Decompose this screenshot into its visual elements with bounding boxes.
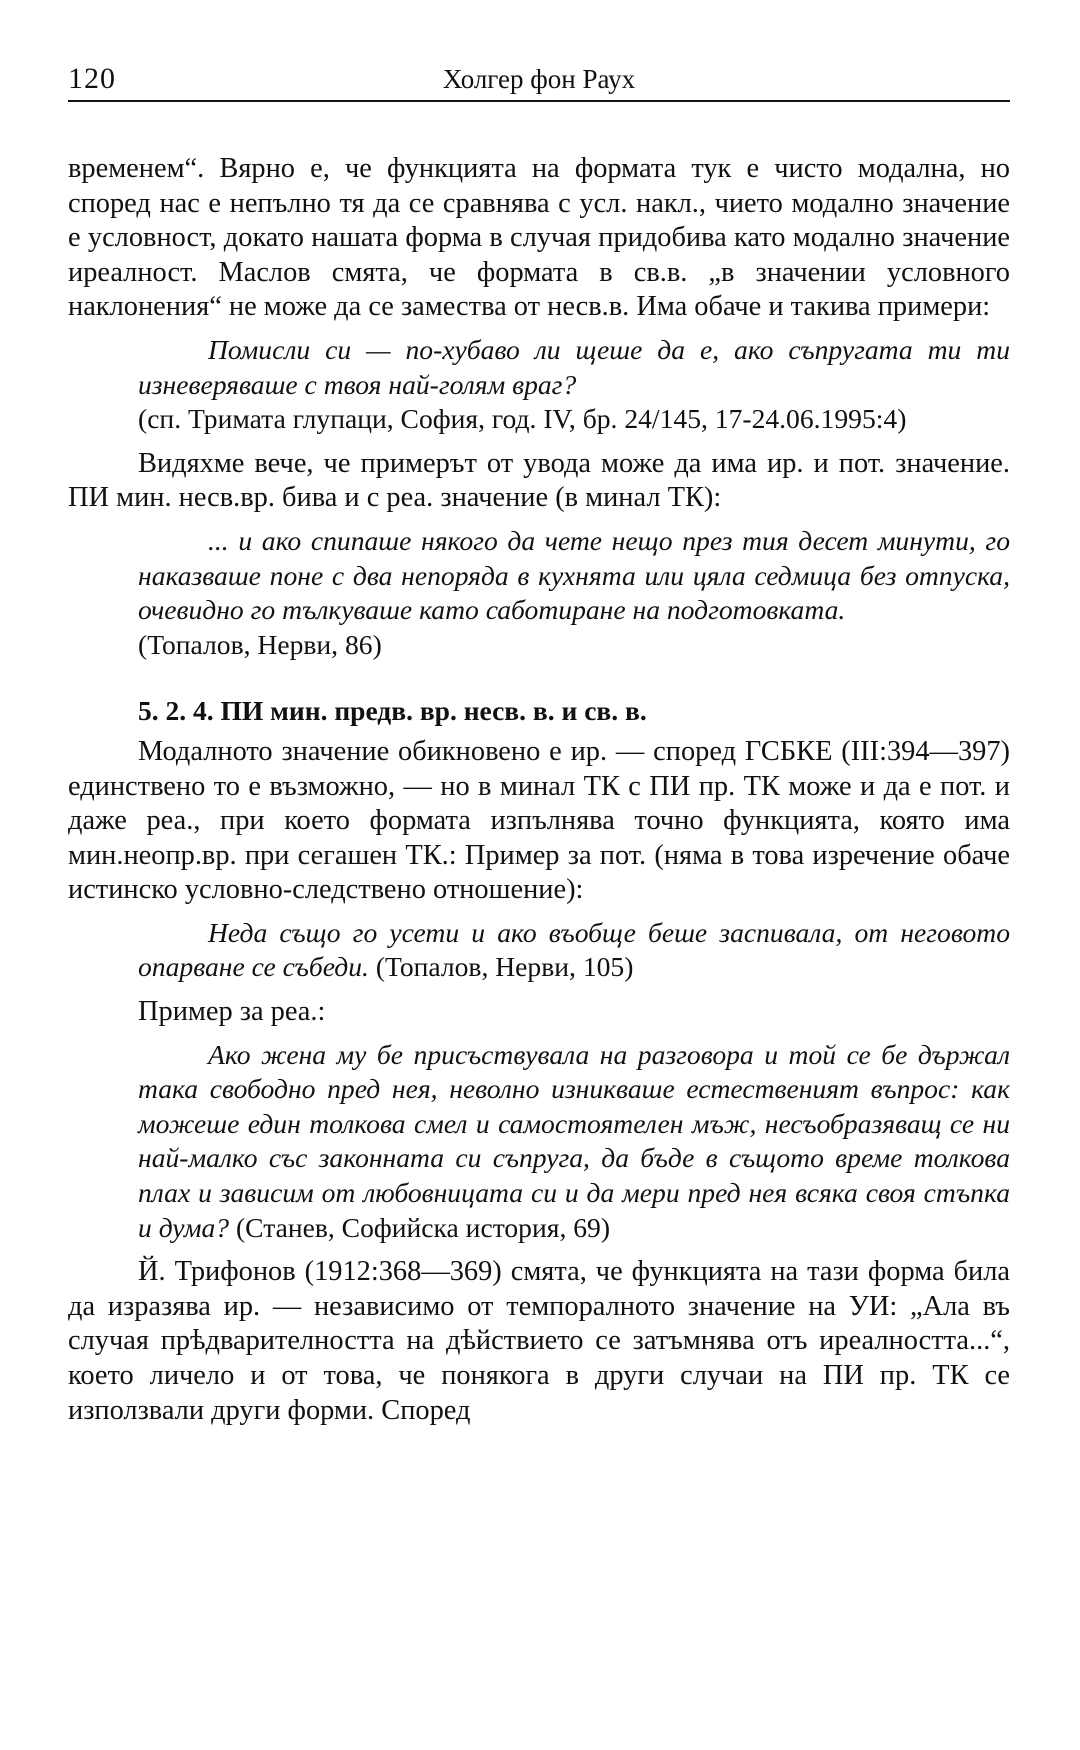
quote-2: [138, 524, 1010, 662]
quote-1-example: Помисли си — по-хубаво ли щеше да е, ако съпругата ти ти изневеряваше с твоя най-голям враг?: [138, 333, 1010, 400]
paragraph-5: Й. Трифонов (1912:368—369) смята, че функцията на тази форма била да изразява ир. — независимо от темпоралното значение на УИ: „Ала въ случая прѣдварителността на дѣйствието се затъмнява отъ иреалността...“, което личело и от това, че понякога в други случаи на ПИ пр. ТК се използвали други форми. Според: [68, 1256, 1010, 1426]
quote-3-source: (Топалов, Нерви, 105): [375, 951, 634, 983]
section-heading: 5. 2. 4. ПИ мин. предв. вр. несв. в. и св. в.: [138, 695, 647, 727]
paragraph-1: временем“. Вярно е, че функцията на формата тук е чисто модална, но според нас е непълно тя да се сравнява с усл. накл., чието модално значение е условност, докато нашата форма в случая придобива като модално значение иреалност. Маслов смята, че формата в св.в. „в значении условного наклонения“ не може да се замества от несв.в. Има обаче и такива примери:: [68, 153, 1010, 323]
quote-3: [138, 916, 1010, 985]
running-head: Холгер фон Раух: [442, 64, 636, 94]
quote-1: [138, 333, 1010, 437]
paragraph-2: Видяхме вече, че примерът от увода може да има ир. и пот. значение. ПИ мин. несв.вр. бива и с реа. значение (в минал ТК):: [68, 447, 1010, 514]
quote-4-source: (Станев, Софийска история, 69): [235, 1211, 611, 1243]
quote-4: [138, 1038, 1010, 1246]
paragraph-4: Пример за реа.:: [138, 996, 326, 1028]
quote-2-example: ... и ако спипаше някого да чете нещо през тия десет минути, го наказваше поне с два непоряда в кухнята или цяла седмица без отпуска, очевидно го тълкуваше като саботиране на подготовката.: [138, 524, 1010, 626]
page-body: [68, 152, 1010, 1428]
page-number: 120: [68, 62, 116, 95]
quote-3-example: Неда също го усети и ако въобще беше заспивала, от неговото опарване се събеди.: [138, 916, 1010, 983]
quote-2-source: (Топалов, Нерви, 86): [138, 628, 382, 660]
page-header: [68, 60, 1010, 102]
quote-4-example: Ако жена му бе присъствувала на разговора и той се бе държал така свободно пред нея, неволно изникваше естественият въпрос: как можеше един толкова смел и самостоятелен мъж, несъобразяващ се ни най-малко със законната си съпруга, да бъде в същото време толкова плах и зависим от любовницата си и да мери пред нея всяка своя стъпка и дума?: [138, 1038, 1010, 1243]
paragraph-3: Модалното значение обикновено е ир. — според ГСБКЕ (III:394—397) единствено то е възможно, — но в минал ТК с ПИ пр. ТК може и да е пот. и даже реа., при което формата изпълнява точно функцията, която има мин.неопр.вр. при сегашен ТК.: Пример за пот. (няма в това изречение обаче истинско условно-следствено отношение):: [68, 735, 1010, 906]
quote-1-source: (сп. Тримата глупаци, София, год. IV, бр. 24/145, 17-24.06.1995:4): [138, 403, 907, 435]
